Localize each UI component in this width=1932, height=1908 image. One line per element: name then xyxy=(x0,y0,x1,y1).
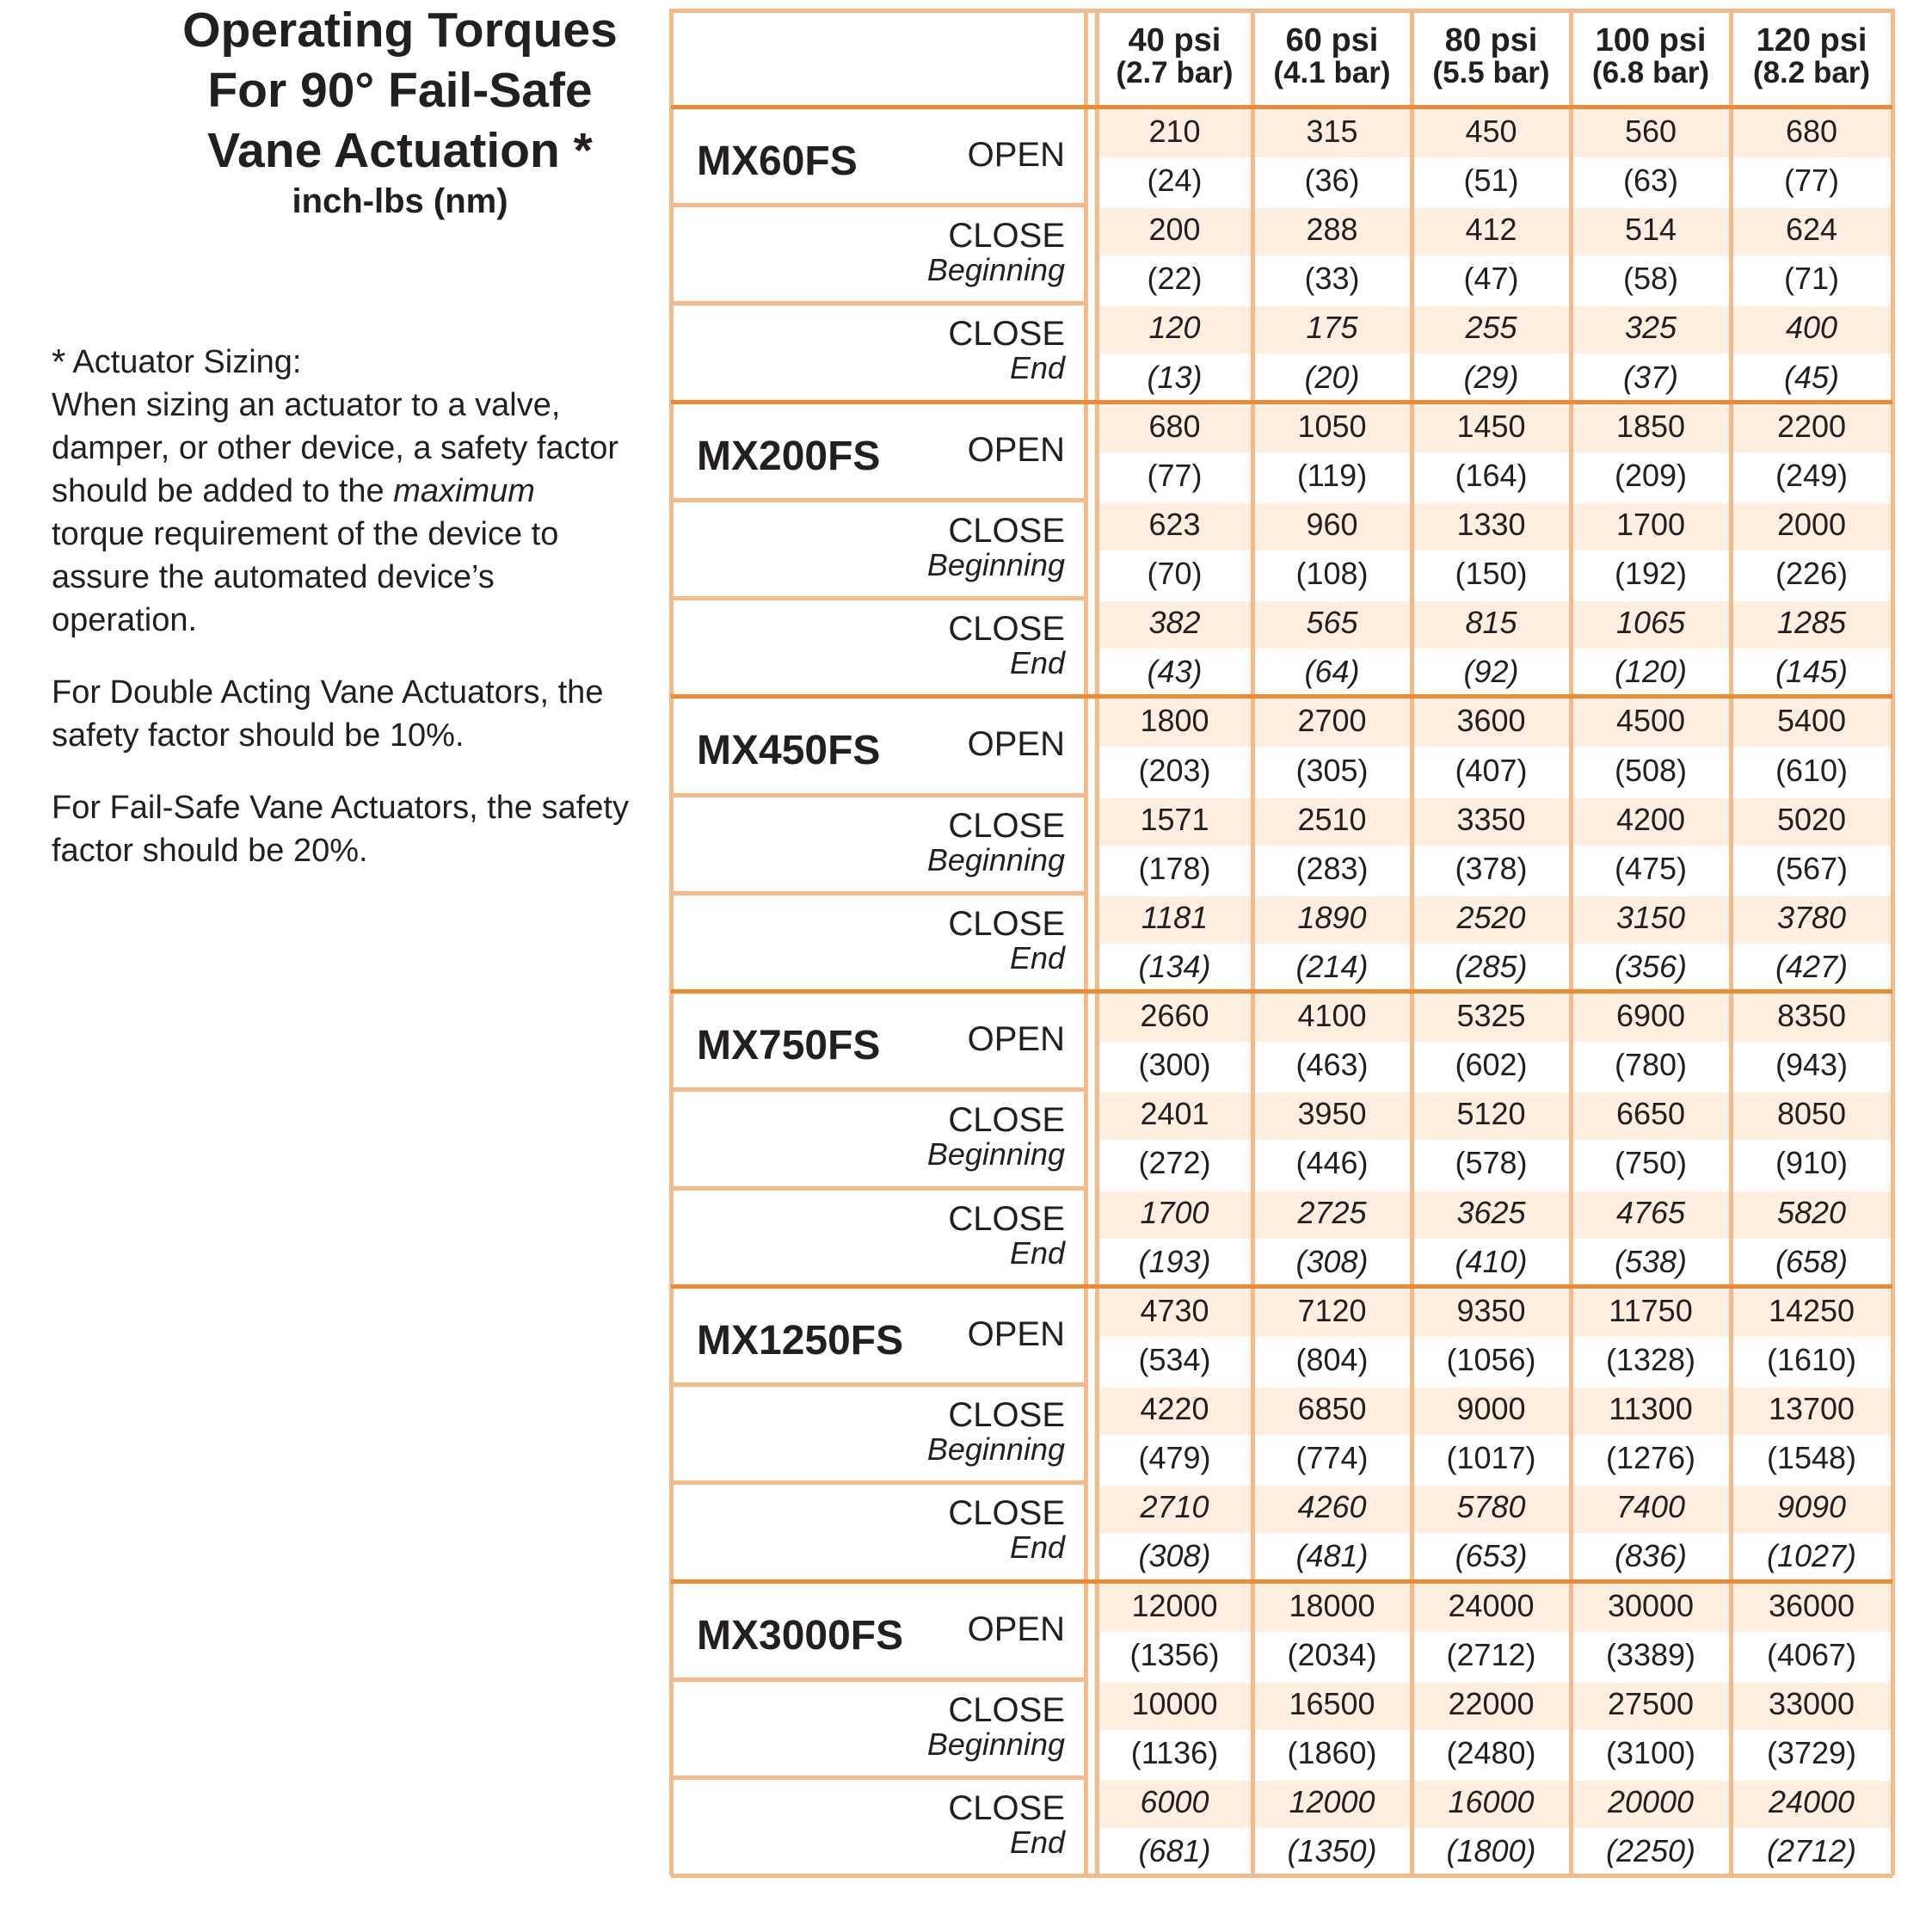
torque-nm: (910) xyxy=(1775,1145,1849,1181)
position-label xyxy=(671,1496,1065,1565)
torque-nm: (226) xyxy=(1775,556,1849,591)
torque-nm: (481) xyxy=(1295,1538,1369,1574)
torque-in-lbs: 2725 xyxy=(1297,1194,1367,1230)
torque-in-lbs: 22000 xyxy=(1448,1685,1535,1721)
torque-in-lbs: 1450 xyxy=(1456,408,1526,444)
note-p1-end: torque requirement of the device to assure the automated device’s operation. xyxy=(52,516,559,638)
torque-nm: (13) xyxy=(1147,359,1203,395)
torque-in-lbs: 815 xyxy=(1465,605,1517,641)
note-heading-text: Actuator Sizing: xyxy=(72,344,302,380)
torque-nm: (602) xyxy=(1455,1047,1528,1083)
position-qualifier: End xyxy=(1009,1234,1065,1271)
torque-nm: (1350) xyxy=(1287,1833,1377,1868)
torque-nm: (145) xyxy=(1775,654,1849,690)
position-name: CLOSE xyxy=(948,806,1065,845)
torque-in-lbs: 450 xyxy=(1465,114,1517,149)
torque-in-lbs: 2520 xyxy=(1456,899,1526,935)
torque-nm: (120) xyxy=(1614,654,1688,690)
torque-in-lbs: 210 xyxy=(1148,114,1201,149)
row-rule xyxy=(671,1480,1086,1485)
torque-in-lbs: 7120 xyxy=(1297,1292,1367,1328)
position-label xyxy=(671,1020,1065,1059)
pressure-header xyxy=(1097,24,1252,89)
row-rule xyxy=(671,1186,1086,1191)
position-name: CLOSE xyxy=(948,1199,1065,1238)
torque-nm: (2480) xyxy=(1446,1734,1536,1770)
torque-nm: (1860) xyxy=(1287,1734,1377,1770)
torque-in-lbs: 12000 xyxy=(1289,1783,1375,1819)
torque-in-lbs: 1850 xyxy=(1615,408,1686,444)
torque-in-lbs: 4500 xyxy=(1615,703,1686,739)
torque-nm: (192) xyxy=(1614,556,1688,591)
torque-nm: (283) xyxy=(1295,850,1369,886)
torque-nm: (150) xyxy=(1455,556,1528,591)
torque-in-lbs: 2660 xyxy=(1140,998,1209,1034)
torque-nm: (71) xyxy=(1783,261,1840,297)
torque-in-lbs: 10000 xyxy=(1131,1685,1218,1721)
title-line-3: Vane Actuation * xyxy=(207,123,593,178)
torque-nm: (410) xyxy=(1455,1243,1528,1279)
torque-nm: (463) xyxy=(1295,1047,1369,1083)
torque-nm: (305) xyxy=(1295,752,1369,788)
torque-in-lbs: 960 xyxy=(1306,506,1358,542)
position-name: OPEN xyxy=(967,725,1065,764)
pressure-bar: (6.8 bar) xyxy=(1591,56,1710,89)
torque-in-lbs: 1330 xyxy=(1456,506,1526,542)
position-name: CLOSE xyxy=(948,511,1065,550)
row-rule xyxy=(671,203,1086,207)
model-rule xyxy=(671,694,1892,699)
pressure-psi: 40 psi xyxy=(1128,22,1221,58)
position-name: OPEN xyxy=(967,1314,1065,1353)
torque-nm: (2712) xyxy=(1766,1833,1857,1868)
column-rule xyxy=(1084,9,1088,1875)
position-label xyxy=(671,725,1065,764)
position-name: CLOSE xyxy=(948,1788,1065,1827)
torque-nm: (36) xyxy=(1304,163,1360,199)
torque-in-lbs: 565 xyxy=(1306,605,1358,641)
pressure-bar: (4.1 bar) xyxy=(1273,56,1391,89)
note-paragraph-3: For Fail-Safe Vane Actuators, the safety factor should be 20%. xyxy=(52,790,629,869)
position-label xyxy=(671,904,1065,976)
torque-nm: (610) xyxy=(1775,752,1849,788)
torque-in-lbs: 4260 xyxy=(1297,1489,1367,1525)
torque-in-lbs: 5325 xyxy=(1456,998,1526,1034)
position-label xyxy=(671,1609,1065,1648)
torque-in-lbs: 2000 xyxy=(1776,506,1847,542)
position-label xyxy=(671,1398,1065,1467)
torque-in-lbs: 624 xyxy=(1785,212,1838,248)
torque-in-lbs: 11300 xyxy=(1609,1391,1693,1426)
torque-in-lbs: 560 xyxy=(1624,114,1677,149)
row-rule xyxy=(671,1382,1086,1387)
position-label xyxy=(671,138,1065,172)
torque-in-lbs: 6000 xyxy=(1140,1783,1209,1819)
torque-nm: (508) xyxy=(1614,752,1688,788)
position-label xyxy=(671,806,1065,877)
torque-nm: (70) xyxy=(1147,556,1203,591)
torque-in-lbs: 255 xyxy=(1465,310,1517,346)
position-name: CLOSE xyxy=(948,904,1065,943)
torque-in-lbs: 315 xyxy=(1306,114,1358,149)
position-name: CLOSE xyxy=(948,1396,1065,1434)
torque-in-lbs: 2401 xyxy=(1140,1096,1209,1132)
pressure-header xyxy=(1412,24,1571,89)
torque-nm: (308) xyxy=(1138,1538,1211,1574)
torque-in-lbs: 4100 xyxy=(1297,998,1367,1034)
torque-nm: (22) xyxy=(1147,261,1203,297)
position-label xyxy=(671,612,1065,680)
position-label xyxy=(671,511,1065,582)
pressure-bar: (8.2 bar) xyxy=(1752,56,1871,89)
torque-in-lbs: 36000 xyxy=(1768,1587,1855,1623)
torque-nm: (943) xyxy=(1775,1047,1849,1083)
torque-nm: (578) xyxy=(1455,1145,1528,1181)
torque-in-lbs: 24000 xyxy=(1448,1587,1535,1623)
torque-in-lbs: 2510 xyxy=(1297,801,1367,837)
torque-nm: (63) xyxy=(1622,163,1679,199)
position-name: CLOSE xyxy=(948,610,1065,649)
torque-in-lbs: 6650 xyxy=(1615,1096,1686,1132)
model-rule xyxy=(671,1284,1892,1289)
torque-in-lbs: 12000 xyxy=(1131,1587,1218,1623)
torque-nm: (3729) xyxy=(1766,1734,1857,1770)
torque-in-lbs: 11750 xyxy=(1609,1292,1693,1328)
torque-nm: (119) xyxy=(1296,457,1368,493)
position-label xyxy=(671,317,1065,385)
row-rule xyxy=(671,1087,1086,1092)
torque-nm: (804) xyxy=(1295,1341,1369,1377)
torque-in-lbs: 412 xyxy=(1465,212,1517,248)
torque-nm: (308) xyxy=(1295,1243,1369,1279)
bottom-rule xyxy=(671,1874,1892,1878)
model-name: MX200FS xyxy=(697,433,881,479)
torque-in-lbs: 27500 xyxy=(1607,1685,1695,1721)
torque-nm: (1027) xyxy=(1766,1538,1857,1574)
position-name: CLOSE xyxy=(948,1494,1065,1533)
torque-nm: (1610) xyxy=(1766,1341,1857,1377)
position-label xyxy=(671,430,1065,469)
torque-nm: (203) xyxy=(1138,752,1211,788)
position-label xyxy=(671,1788,1065,1860)
row-rule xyxy=(671,891,1086,896)
torque-nm: (193) xyxy=(1138,1243,1211,1279)
torque-in-lbs: 16500 xyxy=(1289,1685,1375,1721)
torque-nm: (47) xyxy=(1463,261,1519,297)
torque-in-lbs: 382 xyxy=(1148,605,1201,641)
torque-nm: (29) xyxy=(1463,359,1519,395)
torque-in-lbs: 2200 xyxy=(1776,408,1847,444)
torque-nm: (45) xyxy=(1783,359,1840,395)
position-name: OPEN xyxy=(967,136,1065,174)
torque-in-lbs: 1065 xyxy=(1615,605,1686,641)
torque-nm: (1017) xyxy=(1446,1440,1536,1476)
model-rule xyxy=(671,1579,1892,1584)
torque-in-lbs: 13700 xyxy=(1768,1391,1855,1426)
torque-nm: (64) xyxy=(1304,654,1360,690)
torque-in-lbs: 623 xyxy=(1148,506,1201,542)
torque-nm: (43) xyxy=(1147,654,1203,690)
torque-in-lbs: 120 xyxy=(1148,310,1201,346)
torque-nm: (37) xyxy=(1622,359,1679,395)
position-qualifier: End xyxy=(1009,939,1065,976)
torque-in-lbs: 33000 xyxy=(1768,1685,1855,1721)
torque-in-lbs: 6850 xyxy=(1297,1391,1367,1426)
torque-nm: (272) xyxy=(1138,1145,1211,1181)
position-label xyxy=(671,1103,1065,1172)
torque-nm: (1056) xyxy=(1446,1341,1536,1377)
torque-nm: (214) xyxy=(1295,948,1369,984)
torque-nm: (774) xyxy=(1295,1440,1369,1476)
model-rule xyxy=(671,400,1892,404)
model-name: MX1250FS xyxy=(697,1317,904,1363)
row-rule xyxy=(671,1677,1086,1682)
torque-in-lbs: 8350 xyxy=(1776,998,1847,1034)
torque-nm: (178) xyxy=(1138,850,1211,886)
position-label xyxy=(671,1199,1065,1271)
torque-nm: (538) xyxy=(1614,1243,1688,1279)
torque-nm: (1800) xyxy=(1446,1833,1536,1868)
pressure-psi: 80 psi xyxy=(1444,22,1538,58)
position-name: CLOSE xyxy=(948,217,1065,255)
torque-nm: (356) xyxy=(1614,948,1688,984)
torque-in-lbs: 18000 xyxy=(1289,1587,1375,1623)
title-line-2: For 90° Fail-Safe xyxy=(207,63,593,118)
torque-nm: (1548) xyxy=(1766,1440,1857,1476)
torque-nm: (77) xyxy=(1147,457,1203,493)
torque-in-lbs: 30000 xyxy=(1607,1587,1695,1623)
torque-in-lbs: 1890 xyxy=(1297,899,1367,935)
column-rule xyxy=(1729,9,1733,1875)
torque-nm: (407) xyxy=(1455,752,1528,788)
column-rule xyxy=(1891,9,1895,1875)
torque-in-lbs: 4220 xyxy=(1140,1391,1209,1426)
position-name: CLOSE xyxy=(948,1101,1065,1140)
torque-nm: (427) xyxy=(1775,948,1849,984)
torque-in-lbs: 4730 xyxy=(1140,1292,1209,1328)
torque-nm: (58) xyxy=(1622,261,1679,297)
torque-in-lbs: 3600 xyxy=(1456,703,1526,739)
torque-nm: (750) xyxy=(1614,1145,1688,1181)
note-paragraph-2: For Double Acting Vane Actuators, the safety factor should be 10%. xyxy=(52,674,604,754)
torque-in-lbs: 8050 xyxy=(1776,1096,1847,1132)
torque-in-lbs: 4765 xyxy=(1615,1194,1686,1230)
units-label: inch-lbs (nm) xyxy=(292,182,508,220)
row-rule xyxy=(671,596,1086,600)
torque-nm: (134) xyxy=(1138,948,1211,984)
torque-in-lbs: 5400 xyxy=(1776,703,1847,739)
position-name: OPEN xyxy=(967,430,1065,469)
position-label xyxy=(671,218,1065,287)
torque-in-lbs: 9090 xyxy=(1776,1489,1847,1525)
torque-in-lbs: 7400 xyxy=(1615,1489,1686,1525)
torque-nm: (51) xyxy=(1463,163,1519,199)
torque-in-lbs: 6900 xyxy=(1615,998,1686,1034)
row-rule xyxy=(671,1776,1086,1780)
torque-in-lbs: 4200 xyxy=(1615,801,1686,837)
torque-nm: (24) xyxy=(1147,163,1203,199)
torque-nm: (2034) xyxy=(1287,1636,1377,1672)
torque-nm: (1328) xyxy=(1605,1341,1696,1377)
pressure-header xyxy=(1571,24,1731,89)
row-rule xyxy=(671,301,1086,305)
torque-in-lbs: 1285 xyxy=(1776,605,1847,641)
torque-nm: (653) xyxy=(1455,1538,1528,1574)
position-qualifier: Beginning xyxy=(926,1726,1065,1762)
position-name: CLOSE xyxy=(948,315,1065,354)
position-qualifier: End xyxy=(1009,1824,1065,1860)
torque-in-lbs: 5020 xyxy=(1776,801,1847,837)
position-qualifier: End xyxy=(1009,645,1065,681)
torque-in-lbs: 3625 xyxy=(1456,1194,1526,1230)
position-qualifier: End xyxy=(1009,1529,1065,1566)
torque-in-lbs: 14250 xyxy=(1768,1292,1855,1328)
torque-nm: (479) xyxy=(1138,1440,1211,1476)
torque-nm: (164) xyxy=(1455,457,1528,493)
torque-nm: (33) xyxy=(1304,261,1360,297)
torque-nm: (108) xyxy=(1295,556,1369,591)
torque-in-lbs: 20000 xyxy=(1607,1783,1695,1819)
torque-in-lbs: 400 xyxy=(1785,310,1838,346)
position-name: CLOSE xyxy=(948,1690,1065,1729)
position-label xyxy=(671,1690,1065,1762)
torque-in-lbs: 24000 xyxy=(1768,1783,1855,1819)
torque-in-lbs: 1700 xyxy=(1615,506,1686,542)
position-qualifier: End xyxy=(1009,350,1065,386)
torque-in-lbs: 1700 xyxy=(1140,1194,1209,1230)
pressure-header xyxy=(1252,24,1412,89)
position-qualifier: Beginning xyxy=(926,252,1065,288)
torque-nm: (567) xyxy=(1775,850,1849,886)
torque-in-lbs: 1800 xyxy=(1140,703,1209,739)
position-qualifier: Beginning xyxy=(926,546,1065,582)
torque-nm: (3100) xyxy=(1605,1734,1696,1770)
torque-nm: (780) xyxy=(1614,1047,1688,1083)
torque-nm: (20) xyxy=(1304,359,1360,395)
model-name: MX450FS xyxy=(697,728,881,774)
pressure-psi: 100 psi xyxy=(1595,22,1707,58)
row-rule xyxy=(671,498,1086,502)
torque-in-lbs: 3780 xyxy=(1776,899,1847,935)
torque-nm: (209) xyxy=(1614,457,1688,493)
title-line-1: Operating Torques xyxy=(182,3,618,58)
torque-in-lbs: 3950 xyxy=(1297,1096,1367,1132)
torque-nm: (285) xyxy=(1455,948,1528,984)
torque-in-lbs: 9350 xyxy=(1456,1292,1526,1328)
model-name: MX3000FS xyxy=(697,1612,904,1659)
torque-in-lbs: 514 xyxy=(1624,212,1677,248)
model-rule xyxy=(671,989,1892,994)
torque-in-lbs: 16000 xyxy=(1448,1783,1535,1819)
torque-in-lbs: 680 xyxy=(1148,408,1201,444)
pressure-bar: (2.7 bar) xyxy=(1116,56,1234,89)
torque-in-lbs: 1181 xyxy=(1141,899,1209,935)
pressure-psi: 120 psi xyxy=(1756,22,1867,58)
torque-in-lbs: 1571 xyxy=(1140,801,1209,837)
position-name: OPEN xyxy=(967,1609,1065,1648)
pressure-psi: 60 psi xyxy=(1285,22,1379,58)
row-rule xyxy=(671,793,1086,797)
model-name: MX60FS xyxy=(697,138,858,184)
torque-nm: (249) xyxy=(1775,457,1849,493)
torque-in-lbs: 680 xyxy=(1785,114,1838,149)
torque-nm: (4067) xyxy=(1766,1636,1857,1672)
torque-nm: (446) xyxy=(1295,1145,1369,1181)
torque-in-lbs: 200 xyxy=(1148,212,1201,248)
torque-nm: (658) xyxy=(1775,1243,1849,1279)
torque-in-lbs: 5780 xyxy=(1456,1489,1526,1525)
pressure-bar: (5.5 bar) xyxy=(1432,56,1550,89)
torque-in-lbs: 9000 xyxy=(1456,1391,1526,1426)
torque-nm: (534) xyxy=(1138,1341,1211,1377)
torque-nm: (92) xyxy=(1463,654,1519,690)
torque-in-lbs: 3350 xyxy=(1456,801,1526,837)
torque-nm: (475) xyxy=(1614,850,1688,886)
position-qualifier: Beginning xyxy=(926,1136,1065,1172)
torque-nm: (300) xyxy=(1138,1047,1211,1083)
note-p1-emphasis: maximum xyxy=(393,473,535,509)
position-qualifier: Beginning xyxy=(926,841,1065,877)
torque-in-lbs: 288 xyxy=(1306,212,1358,248)
torque-in-lbs: 175 xyxy=(1306,310,1358,346)
position-label xyxy=(671,1314,1065,1353)
note-p1-start: When sizing an actuator to a valve, damper, or other device, a safety factor should be added to the xyxy=(52,387,619,509)
torque-in-lbs: 1050 xyxy=(1297,408,1367,444)
torque-in-lbs: 2700 xyxy=(1297,703,1367,739)
torque-in-lbs: 3150 xyxy=(1615,899,1686,935)
torque-nm: (1356) xyxy=(1129,1636,1220,1672)
top-rule xyxy=(671,9,1892,13)
torque-nm: (836) xyxy=(1614,1538,1688,1574)
torque-nm: (77) xyxy=(1783,163,1840,199)
torque-in-lbs: 5120 xyxy=(1456,1096,1526,1132)
note-asterisk: * xyxy=(52,342,66,382)
torque-nm: (2250) xyxy=(1605,1833,1696,1868)
torque-nm: (1136) xyxy=(1130,1734,1219,1770)
torque-in-lbs: 325 xyxy=(1624,310,1677,346)
torque-in-lbs: 2710 xyxy=(1140,1489,1209,1525)
position-qualifier: Beginning xyxy=(926,1431,1065,1467)
torque-nm: (3389) xyxy=(1605,1636,1696,1672)
header-rule xyxy=(671,105,1892,109)
pressure-header xyxy=(1731,24,1892,89)
torque-nm: (378) xyxy=(1455,850,1528,886)
model-name: MX750FS xyxy=(697,1023,881,1069)
torque-nm: (2712) xyxy=(1446,1636,1536,1672)
position-name: OPEN xyxy=(967,1020,1065,1059)
torque-nm: (681) xyxy=(1138,1833,1211,1868)
torque-in-lbs: 5820 xyxy=(1776,1194,1847,1230)
torque-nm: (1276) xyxy=(1605,1440,1696,1476)
